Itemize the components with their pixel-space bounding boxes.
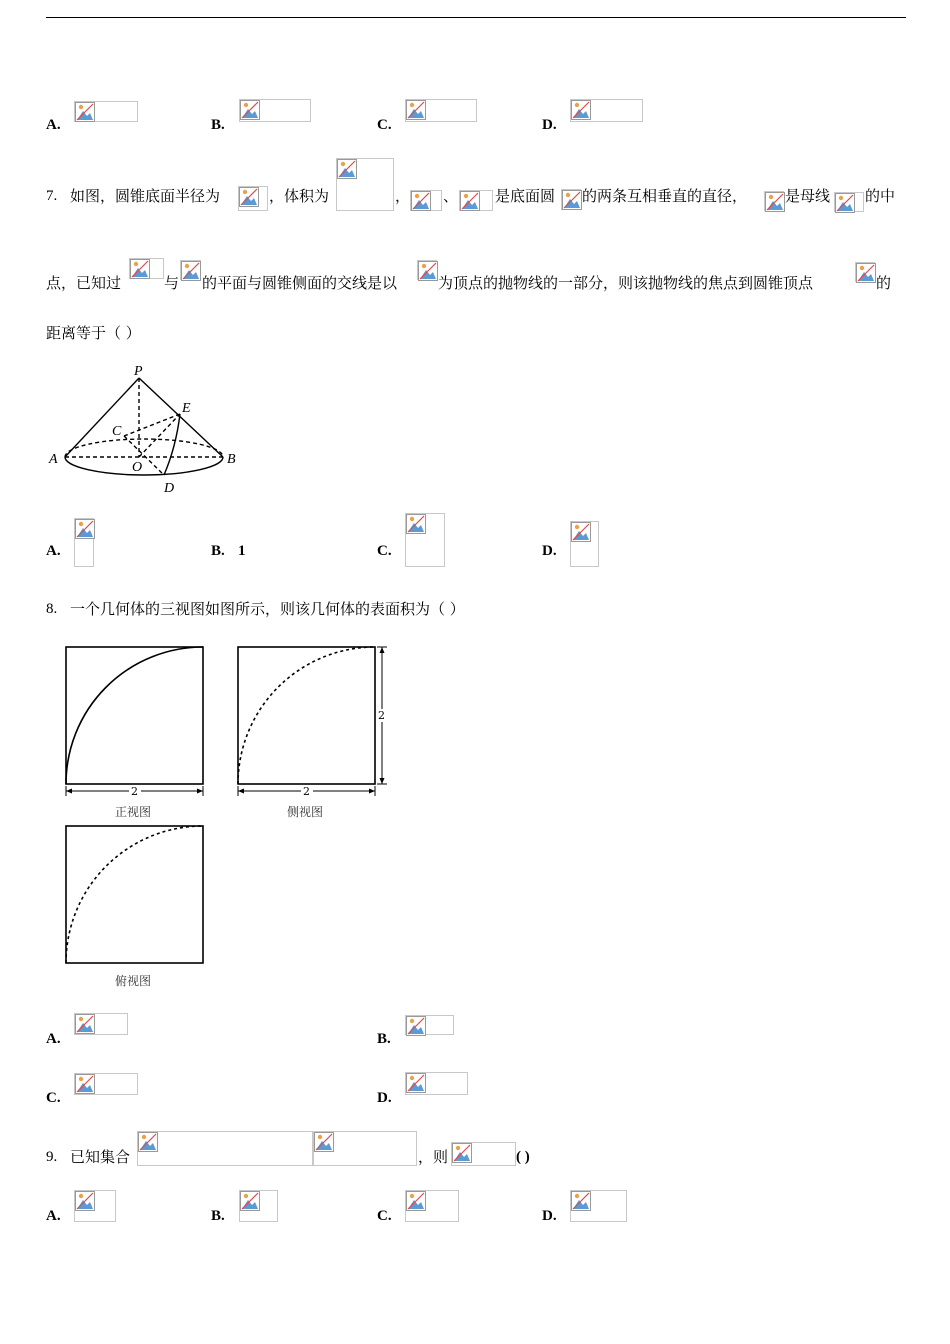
q7-math-image <box>764 191 784 211</box>
q9-stem-a: 已知集合 <box>70 1148 131 1166</box>
broken-image-icon <box>75 519 95 539</box>
label-e: E <box>182 401 191 416</box>
broken-image-icon <box>337 159 357 179</box>
broken-image-icon <box>452 1143 472 1163</box>
broken-image-icon <box>835 193 855 213</box>
broken-image-icon <box>240 100 260 120</box>
q8-option-c-label: C. <box>46 1090 61 1106</box>
q7-option-c-image <box>405 513 445 567</box>
broken-image-icon <box>138 1132 158 1152</box>
three-view-figure <box>56 640 396 990</box>
broken-image-icon <box>75 102 95 122</box>
q7-text: 、 <box>443 187 459 205</box>
q7-option-c-label: C. <box>377 543 392 559</box>
q7-math-image <box>834 192 864 212</box>
q8-option-a-image <box>74 1013 128 1035</box>
front-dim-label: 2 <box>131 785 138 798</box>
top-view-caption: 俯视图 <box>115 974 152 988</box>
broken-image-icon <box>75 1014 95 1034</box>
q9-set-n-image <box>313 1131 417 1166</box>
broken-image-icon <box>406 100 426 120</box>
q6-option-d-image <box>570 99 643 122</box>
q7-text: 点，已知过 <box>46 274 122 292</box>
q9-option-d-label: D. <box>542 1208 557 1224</box>
q7-text: ， <box>395 187 411 205</box>
broken-image-icon <box>314 1132 334 1152</box>
broken-image-icon <box>406 1191 426 1211</box>
q9-option-c-image <box>405 1190 459 1222</box>
q6-option-b-label: B. <box>211 117 225 133</box>
q7-option-d-image <box>570 521 599 567</box>
q8-option-b-label: B. <box>377 1031 391 1047</box>
q9-option-a-image <box>74 1190 116 1222</box>
broken-image-icon <box>418 261 438 281</box>
broken-image-icon <box>856 263 876 283</box>
side-height-label: 2 <box>378 709 385 722</box>
broken-image-icon <box>75 1191 95 1211</box>
q7-number: 7. <box>46 188 58 204</box>
broken-image-icon <box>181 261 201 281</box>
q7-math-image <box>410 190 442 211</box>
q8-number: 8. <box>46 601 58 617</box>
label-a: A <box>49 452 58 467</box>
q7-math-image <box>129 258 164 279</box>
q6-option-a-label: A. <box>46 117 61 133</box>
q7-text: 是底面圆 <box>495 187 556 205</box>
label-p: P <box>134 364 143 379</box>
q9-option-a-label: A. <box>46 1208 61 1224</box>
broken-image-icon <box>239 187 259 207</box>
broken-image-icon <box>411 191 431 211</box>
q9-number: 9. <box>46 1149 58 1165</box>
q7-math-image <box>417 260 437 280</box>
q7-text: 如图，圆锥底面半径为 <box>70 187 221 205</box>
front-view-caption: 正视图 <box>115 805 152 819</box>
q9-option-b-image <box>239 1190 278 1222</box>
q6-option-a-image <box>74 101 138 122</box>
q8-option-c-image <box>74 1073 138 1095</box>
q7-math-image <box>336 158 394 211</box>
q7-option-b-value: 1 <box>238 543 246 559</box>
q7-math-image <box>855 262 875 282</box>
q6-option-b-image <box>239 99 311 122</box>
q9-stem-b: ，则 <box>418 1148 449 1166</box>
q7-text: ，体积为 <box>269 187 330 205</box>
q7-math-image <box>238 186 268 211</box>
q9-expression-image <box>451 1142 516 1166</box>
q7-math-image <box>459 190 493 211</box>
broken-image-icon <box>130 259 150 279</box>
broken-image-icon <box>406 1016 426 1036</box>
q7-text: 为顶点的抛物线的一部分，则该抛物线的焦点到圆锥顶点 <box>438 274 814 292</box>
broken-image-icon <box>571 100 591 120</box>
label-c: C <box>112 424 122 439</box>
q7-option-b-label: B. <box>211 543 225 559</box>
q6-option-d-label: D. <box>542 117 557 133</box>
label-b: B <box>227 452 236 467</box>
broken-image-icon <box>240 1191 260 1211</box>
q9-option-c-label: C. <box>377 1208 392 1224</box>
q7-text: 距离等于（ ） <box>46 324 141 342</box>
q7-option-a-image <box>74 518 94 567</box>
broken-image-icon <box>75 1074 95 1094</box>
q9-option-b-label: B. <box>211 1208 225 1224</box>
label-o: O <box>132 460 143 475</box>
q8-option-a-label: A. <box>46 1031 61 1047</box>
q7-text: 与 <box>164 274 180 292</box>
label-d: D <box>164 481 175 496</box>
q7-math-image <box>180 260 201 280</box>
q6-option-c-label: C. <box>377 117 392 133</box>
broken-image-icon <box>460 191 480 211</box>
q7-text: 的平面与圆锥侧面的交线是以 <box>202 274 398 292</box>
q7-option-a-label: A. <box>46 543 61 559</box>
q8-stem: 一个几何体的三视图如图所示，则该几何体的表面积为（ ） <box>70 600 465 618</box>
q7-text: 的中 <box>865 187 896 205</box>
broken-image-icon <box>765 192 785 212</box>
broken-image-icon <box>406 514 426 534</box>
q9-option-d-image <box>570 1190 627 1222</box>
q9-stem-c: ( ) <box>516 1149 530 1165</box>
broken-image-icon <box>571 522 591 542</box>
side-view-caption: 侧视图 <box>287 805 324 819</box>
q8-option-b-image <box>405 1015 454 1035</box>
broken-image-icon <box>571 1191 591 1211</box>
q9-set-m-image <box>137 1131 313 1166</box>
q7-text: 是母线 <box>785 187 831 205</box>
broken-image-icon <box>406 1073 426 1093</box>
q7-math-image <box>561 189 581 210</box>
q8-option-d-label: D. <box>377 1090 392 1106</box>
q8-option-d-image <box>405 1072 468 1095</box>
cone-figure <box>46 362 242 496</box>
q6-option-c-image <box>405 99 477 122</box>
q7-option-d-label: D. <box>542 543 557 559</box>
top-rule <box>46 17 906 18</box>
q7-text: 的两条互相垂直的直径， <box>582 187 748 205</box>
side-dim-label: 2 <box>303 785 310 798</box>
q7-text: 的 <box>876 274 892 292</box>
broken-image-icon <box>562 190 582 210</box>
